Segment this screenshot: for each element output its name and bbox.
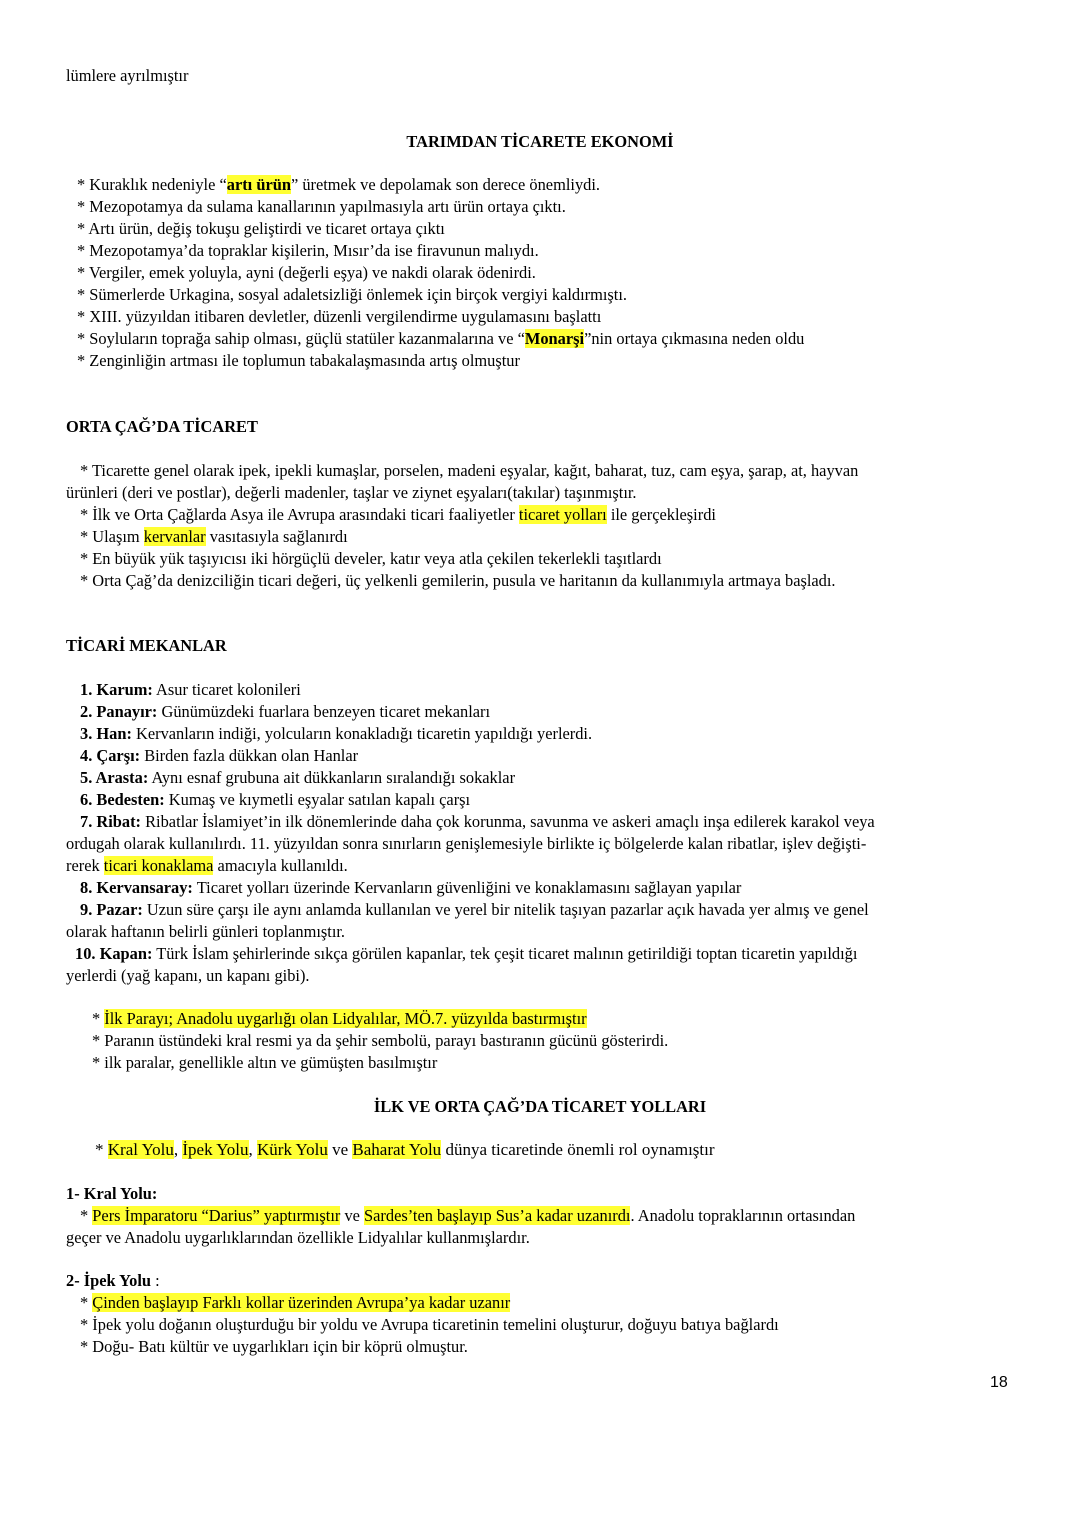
bullet-line: * XIII. yüzyıldan itibaren devletler, düzenli vergilendirme uygulamasını başlattı [77,307,602,326]
bullet-line: * Pers İmparatoru “Darius” yaptırmıştır ve Sardes’ten başlayıp Sus’a kadar uzanırdı. Anadolu topraklarının ortasından [80,1206,856,1225]
list-item: 2. Panayır: Günümüzdeki fuarlara benzeyen ticaret mekanları [80,702,491,721]
bullet-line: * Zenginliğin artması ile toplumun tabakalaşmasında artış olmuştur [77,351,520,370]
list-item-cont: yerlerdi (yağ kapanı, un kapanı gibi). [66,966,310,985]
highlight: Kral Yolu [107,1140,174,1159]
list-item: 4. Çarşı: Birden fazla dükkan olan Hanlar [80,746,359,765]
list-item: 8. Kervansaray: Ticaret yolları üzerinde Kervanların güvenliğini ve konaklamasını sağlayan yapılar [80,878,742,897]
bullet-line: * ilk paralar, genellikle altın ve gümüşten basılmıştır [92,1053,438,1072]
bullet-line: * Vergiler, emek yoluyla, ayni (değerli eşya) ve nakdi olarak ödenirdi. [77,263,536,282]
highlight: Kürk Yolu [257,1140,328,1159]
highlight: Monarşi [524,329,585,348]
list-item-cont: ordugah olarak kullanılırdı. 11. yüzyıldan sonra sınırların genişlemesiyle birlikte iç bölgelerde kalan ribatlar, işlev değişti- [66,834,867,853]
bullet-line: * Mezopotamya’da topraklar kişilerin, Mısır’da ise firavunun malıydı. [77,241,539,260]
page-number: 18 [990,1374,1008,1391]
bullet-line: * Kuraklık nedeniyle “artı ürün” üretmek ve depolamak son derece önemliydi. [77,175,600,194]
highlight: Çinden başlayıp Farklı kollar üzerinden Avrupa’ya kadar uzanır [92,1293,511,1312]
section-title-tarim: TARIMDAN TİCARETE EKONOMİ [406,132,674,151]
section-title-ticari-mekanlar: TİCARİ MEKANLAR [66,636,227,655]
bullet-line: * Orta Çağ’da denizciliğin ticari değeri, üç yelkenli gemilerin, pusula ve haritanın da kullanımıyla artmaya başladı. [80,571,836,590]
subsection-title-kral-yolu: 1- Kral Yolu: [66,1184,158,1203]
bullet-line: * Artı ürün, değiş tokuşu geliştirdi ve ticaret ortaya çıktı [77,219,445,238]
bullet-line: * Ulaşım kervanlar vasıtasıyla sağlanırdı [80,527,348,546]
bullet-line: * İlk Parayı; Anadolu uygarlığı olan Lidyalılar, MÖ.7. yüzyılda bastırmıştır [92,1009,587,1028]
bullet-line: * İlk ve Orta Çağlarda Asya ile Avrupa arasındaki ticari faaliyetler ticaret yolları ile gerçekleşirdi [80,505,716,524]
list-item: 5. Arasta: Aynı esnaf grubuna ait dükkanların sıralandığı sokaklar [80,768,516,787]
highlight: artı ürün [226,175,291,194]
bullet-line: * En büyük yük taşıyıcısı iki hörgüçlü develer, katır veya atla çekilen tekerlekli taşıtlardı [80,549,662,568]
bullet-line: * Sümerlerde Urkagina, sosyal adaletsizliği önlemek için birçok vergiyi kaldırmıştı. [77,285,628,304]
highlight: İpek Yolu [182,1140,249,1159]
top-fragment: lümlere ayrılmıştır [66,66,189,85]
bullet-line: * Paranın üstündeki kral resmi ya da şehir sembolü, parayı bastıranın gücünü gösterirdi. [92,1031,669,1050]
bullet-line: * İpek yolu doğanın oluşturduğu bir yoldu ve Avrupa ticaretinin temelini oluşturur, doğuyu batıya bağlardı [80,1315,779,1334]
list-item: 6. Bedesten: Kumaş ve kıymetli eşyalar satılan kapalı çarşı [80,790,471,809]
section-title-ticaret-yollari: İLK VE ORTA ÇAĞ’DA TİCARET YOLLARI [373,1097,707,1116]
highlight: Pers İmparatoru “Darius” yaptırmıştır [92,1206,341,1225]
list-item: 10. Kapan: Türk İslam şehirlerinde sıkça görülen kapanlar, tek çeşit ticaret malının getirildiği toptan ticaretin yapıldığı [75,944,858,963]
bullet-line: * Kral Yolu, İpek Yolu, Kürk Yolu ve Baharat Yolu dünya ticaretinde önemli rol oynamıştır [95,1140,715,1159]
list-item: 7. Ribat: Ribatlar İslamiyet’in ilk dönemlerinde daha çok korunma, savunma ve askeri amaçlı inşa edilerek karakol veya [80,812,875,831]
list-item: 1. Karum: Asur ticaret kolonileri [80,680,301,699]
subsection-title-ipek-yolu: 2- İpek Yolu : [66,1271,160,1290]
highlight: İlk Parayı; Anadolu uygarlığı olan Lidyalılar, MÖ.7. yüzyılda bastırmıştır [104,1009,587,1028]
highlight: kervanlar [143,527,206,546]
highlight: Sardes’ten başlayıp Sus’a kadar uzanırdı [364,1206,631,1225]
bullet-line: * Mezopotamya da sulama kanallarının yapılmasıyla artı ürün ortaya çıktı. [77,197,566,216]
highlight: ticari konaklama [103,856,214,875]
bullet-line-cont: ürünleri (deri ve postlar), değerli madenler, taşlar ve ziynet eşyaları(takılar) taşınmıştır. [66,483,637,502]
bullet-line: * Çinden başlayıp Farklı kollar üzerinden Avrupa’ya kadar uzanır [80,1293,511,1312]
list-item-cont: olarak haftanın belirli günleri toplanmıştır. [66,922,346,941]
bullet-line: * Soyluların toprağa sahip olması, güçlü statüler kazanmalarına ve “Monarşi”nin ortaya çıkmasına neden oldu [77,329,805,348]
list-item-cont: rerek ticari konaklama amacıyla kullanıldı. [66,856,348,875]
bullet-line: * Ticarette genel olarak ipek, ipekli kumaşlar, porselen, madeni eşyalar, kağıt, baharat, tuz, cam eşya, şarap, at, hayvan [80,461,859,480]
list-item: 9. Pazar: Uzun süre çarşı ile aynı anlamda kullanılan ve yerel bir nitelik taşıyan pazarlar açık havada yer almış ve genel [80,900,869,919]
list-item: 3. Han: Kervanların indiği, yolcuların konakladığı ticaretin yapıldığı yerlerdi. [80,724,593,743]
bullet-line-cont: geçer ve Anadolu uygarlıklarından özellikle Lidyalılar kullanmışlardır. [66,1228,530,1247]
section-title-orta-cag: ORTA ÇAĞ’DA TİCARET [66,417,258,436]
bullet-line: * Doğu- Batı kültür ve uygarlıkları için bir köprü olmuştur. [80,1337,468,1356]
highlight: ticaret yolları [518,505,607,524]
highlight: Baharat Yolu [352,1140,442,1159]
